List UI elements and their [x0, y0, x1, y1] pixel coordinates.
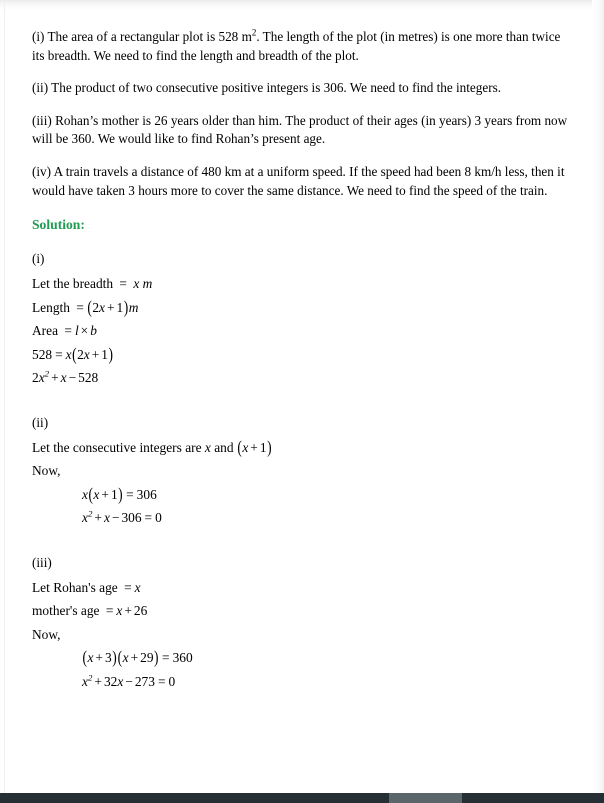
problem-statement-iv: (iv) A train travels a distance of 480 km at a uniform speed. If the speed had been 8 km/h less, then it would have taken 3 hours more to cover the same distance. We need to find the speed of the train.	[32, 163, 565, 198]
math-variable: x	[133, 276, 140, 292]
page-right-shadow	[592, 0, 604, 793]
math-paren: )	[123, 296, 129, 317]
math-equals: =	[119, 276, 127, 292]
math-variable: x	[242, 439, 249, 455]
part-label-i: (i)	[32, 251, 45, 267]
horizontal-scrollbar-thumb[interactable]	[389, 793, 462, 803]
math-variable: x	[204, 439, 211, 455]
document-content	[32, 28, 568, 693]
math-text: 528	[78, 370, 99, 386]
math-equals: =	[144, 510, 153, 526]
math-equals: =	[124, 579, 132, 595]
problem-statement-i-text-b: . The length of the plot (in metres) is one more than twice its breadth. We need to find the length and breadth of the plot.	[32, 29, 561, 63]
math-variable: b	[90, 323, 97, 339]
math-paren: (	[87, 296, 92, 317]
math-text: 29	[140, 650, 154, 666]
math-text: 528	[32, 346, 53, 362]
math-variable: x	[82, 486, 88, 502]
math-variable: x	[117, 673, 124, 689]
math-text: Length	[32, 299, 74, 315]
problem-statement-iii: (iii) Rohan’s mother is 26 years older than him. The product of their ages (in years) 3 years from now will be 360. We would like to find Rohan’s present age.	[32, 112, 568, 147]
page-left-rule	[4, 0, 5, 793]
math-variable: x	[82, 510, 88, 526]
math-paren: (	[237, 436, 242, 457]
math-equals: =	[55, 346, 63, 362]
math-line-ii-4	[32, 506, 568, 530]
math-operator: +	[250, 439, 258, 455]
math-text: 2	[77, 346, 84, 362]
math-operator: +	[94, 510, 102, 526]
math-operator: +	[95, 650, 103, 666]
math-operator: +	[124, 603, 132, 619]
math-text: 1	[259, 439, 267, 455]
math-operator: ×	[80, 323, 89, 339]
math-operator: +	[130, 650, 139, 666]
math-text: 306	[136, 486, 157, 502]
math-paren: (	[82, 647, 87, 668]
math-variable: x	[65, 346, 72, 362]
math-paren: )	[154, 647, 159, 668]
part-spacer	[32, 530, 568, 552]
math-variable: x	[134, 579, 141, 595]
math-text: 2	[92, 299, 100, 315]
math-paren: )	[118, 483, 123, 504]
math-paren: )	[267, 436, 272, 457]
math-variable: x	[87, 650, 94, 666]
math-line-i-2	[32, 296, 568, 320]
math-equals: =	[126, 486, 134, 502]
math-text: 3	[104, 650, 112, 666]
math-line-ii-1	[32, 436, 568, 460]
math-text: mother's age	[32, 603, 103, 619]
math-line-ii-2	[32, 459, 568, 483]
math-exponent: 2	[44, 368, 50, 379]
horizontal-scrollbar[interactable]	[0, 793, 604, 803]
math-paren: (	[117, 647, 123, 668]
math-text: Let the consecutive integers are	[32, 439, 205, 455]
math-operator: +	[101, 486, 109, 502]
math-variable: x	[116, 603, 123, 619]
problem-statement-ii: (ii) The product of two consecutive positive integers is 306. We need to find the integers.	[32, 80, 502, 96]
part-label-ii: (ii)	[32, 414, 49, 430]
math-text: 273	[134, 673, 155, 689]
math-text: 1	[101, 346, 108, 362]
part-label-iii: (iii)	[32, 554, 52, 570]
problem-statement-i	[32, 28, 568, 65]
math-text: 1	[110, 486, 118, 502]
part-spacer	[32, 390, 568, 412]
math-variable: x	[60, 370, 67, 386]
page-top-shading	[0, 0, 604, 10]
math-variable: x	[93, 486, 100, 502]
math-line-iii-1	[32, 576, 568, 600]
math-operator: +	[106, 299, 115, 315]
math-equals: =	[64, 323, 72, 339]
math-operator: −	[111, 510, 120, 526]
math-variable: x	[103, 510, 110, 526]
math-text: Now,	[32, 463, 61, 479]
math-text: Let the breadth	[32, 276, 117, 292]
math-variable: x	[82, 673, 88, 689]
math-variable: x	[38, 370, 45, 386]
math-line-iii-4	[32, 646, 568, 670]
math-paren: )	[112, 647, 117, 668]
math-equals: =	[76, 299, 84, 315]
math-variable: x	[83, 346, 90, 362]
math-line-iii-2	[32, 599, 568, 623]
math-text: and	[210, 439, 237, 455]
problem-statement-i-superscript: 2	[251, 27, 257, 38]
math-text: 26	[133, 603, 148, 619]
math-equals: =	[162, 650, 170, 666]
math-operator: +	[91, 346, 100, 362]
math-equals: =	[105, 603, 114, 619]
solution-heading: Solution:	[32, 217, 85, 233]
math-variable: m	[142, 276, 153, 292]
problem-statement-i-text-a: (i) The area of a rectangular plot is 528 m	[32, 29, 252, 44]
math-operator: −	[68, 370, 77, 386]
math-text: 2	[32, 370, 39, 386]
math-line-i-1	[32, 272, 568, 296]
math-paren: )	[108, 343, 113, 364]
math-variable: x	[122, 650, 129, 666]
math-text: Let Rohan's age	[32, 579, 122, 595]
math-variable: x	[99, 299, 105, 315]
math-exponent: 2	[87, 508, 93, 519]
math-variable: m	[128, 299, 139, 315]
math-text: 360	[172, 650, 193, 666]
math-paren: (	[88, 483, 93, 504]
math-text: Now,	[32, 626, 61, 642]
math-operator: +	[51, 370, 59, 386]
math-text: 0	[168, 673, 176, 689]
math-text: 32	[103, 673, 118, 689]
math-operator: +	[94, 673, 102, 689]
math-text: 0	[155, 510, 162, 526]
math-text: 1	[116, 299, 124, 315]
math-equals: =	[157, 673, 166, 689]
math-exponent: 2	[87, 672, 93, 683]
math-paren: (	[72, 343, 77, 364]
math-variable: l	[74, 323, 79, 339]
solution-parts	[32, 248, 568, 693]
math-line-i-4	[32, 343, 568, 367]
math-text: 306	[121, 510, 142, 526]
math-text: Area	[32, 323, 62, 339]
math-line-ii-3	[32, 483, 568, 507]
math-operator: −	[125, 673, 133, 689]
